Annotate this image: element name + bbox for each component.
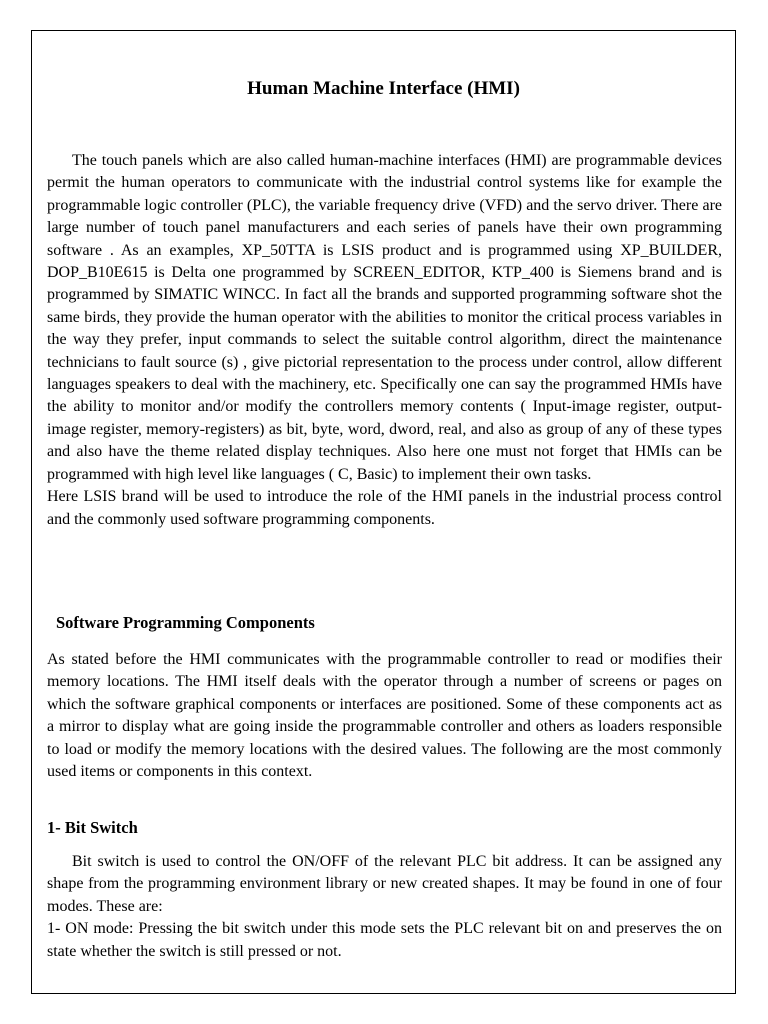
section-heading-software-components: Software Programming Components	[56, 613, 315, 632]
section-heading-bit-switch: 1- Bit Switch	[47, 818, 138, 837]
intro-section	[47, 150, 722, 531]
bit-switch-on-mode-paragraph: 1- ON mode: Pressing the bit switch under this mode sets the PLC relevant bit on and preserves the on state whether the switch is still pressed or not.	[47, 920, 722, 960]
software-components-section	[47, 649, 722, 783]
bit-switch-paragraph: Bit switch is used to control the ON/OFF of the relevant PLC bit address. It can be assigned any shape from the programming environment library or new created shapes. It may be found in one of four modes. These are:	[47, 853, 722, 915]
intro-paragraph-lsis: Here LSIS brand will be used to introduce the role of the HMI panels in the industrial process control and the commonly used software programming components.	[47, 488, 722, 528]
software-components-paragraph: As stated before the HMI communicates with the programmable controller to read or modifies their memory locations. The HMI itself deals with the operator through a number of screens or pages on which the software graphical components or interfaces are positioned. Some of these components act as a mirror to display what are going inside the programmable controller and others as loaders responsible to load or modify the memory locations with the desired values. The following are the most commonly used items or components in this context.	[47, 651, 722, 781]
document-page	[31, 30, 736, 994]
bit-switch-section	[47, 851, 722, 963]
intro-paragraph: The touch panels which are also called human-machine interfaces (HMI) are programmable devices permit the human operators to communicate with the industrial control systems like for example the programmable logic controller (PLC), the variable frequency drive (VFD) and the servo driver. There are large number of touch panel manufacturers and each series of panels have their own programming software . As an examples, XP_50TTA is LSIS product and is programmed using XP_BUILDER, DOP_B10E615 is Delta one programmed by SCREEN_EDITOR, KTP_400 is Siemens brand and is programmed by SIMATIC WINCC. In fact all the brands and supported programming software shot the same birds, they provide the human operator with the abilities to monitor the critical process variables in the way they prefer, input commands to select the suitable control algorithm, direct the maintenance technicians to fault source (s) , give pictorial representation to the process under control, allow different languages speakers to deal with the machinery, etc. Specifically one can say the programmed HMIs have the ability to monitor and/or modify the controllers memory contents ( Input-image register, output-image register, memory-registers) as bit, byte, word, dword, real, and also as group of any of these types and also have the theme related display techniques. Also here one must not forget that HMIs can be programmed with high level like languages ( C, Basic) to implement their own tasks.	[47, 152, 722, 483]
page-title: Human Machine Interface (HMI)	[247, 78, 520, 99]
